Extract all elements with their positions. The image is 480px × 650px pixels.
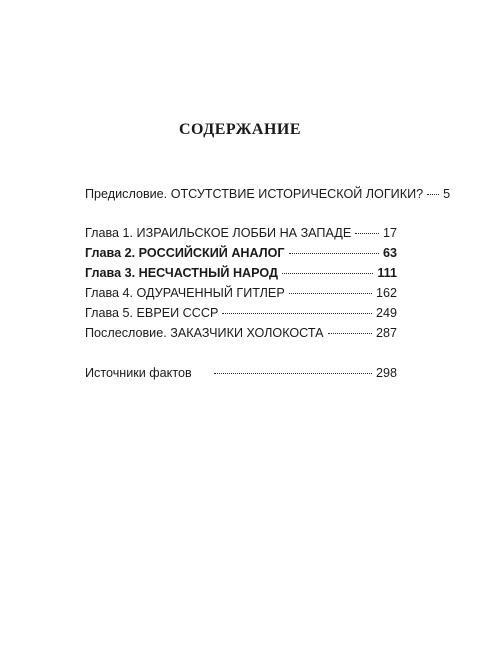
toc-dot-leader [222, 313, 372, 314]
toc-entry-page: 298 [375, 366, 397, 380]
toc-entry-page: 5 [443, 187, 451, 201]
toc-entry-prefix: Глава 4. [85, 286, 137, 300]
toc-entry-prefix: Послесловие. [85, 326, 171, 340]
toc-entry-heading: РОССИЙСКИЙ АНАЛОГ [138, 246, 285, 260]
toc-dot-leader [282, 273, 373, 274]
toc-entry-prefix: Предисловие. [85, 187, 171, 201]
toc-entry-chapter-5 [85, 305, 397, 321]
toc-entry-heading: ОТСУТСТВИЕ ИСТОРИЧЕСКОЙ ЛОГИКИ? [170, 187, 424, 201]
toc-dot-leader [214, 373, 372, 374]
toc-entry-chapter-1 [85, 225, 397, 241]
toc-entry-preface [85, 186, 451, 202]
toc-entry-afterword [85, 325, 397, 341]
toc-entry-page: 17 [382, 226, 397, 240]
toc-entry-heading: ЗАКАЗЧИКИ ХОЛОКОСТА [170, 326, 324, 340]
toc-entry-prefix: Источники фактов [85, 366, 192, 380]
toc-entry-prefix: Глава 3. [85, 266, 139, 280]
toc-entry-page: 162 [375, 286, 397, 300]
toc-dot-leader [328, 333, 372, 334]
toc-dot-leader [289, 253, 379, 254]
toc-entry-page: 63 [382, 246, 397, 260]
toc-entry-heading: ЕВРЕИ СССР [136, 306, 219, 320]
toc-entry-page: 249 [375, 306, 397, 320]
toc-entry-chapter-2 [85, 245, 397, 261]
toc-entry-heading: ОДУРАЧЕННЫЙ ГИТЛЕР [136, 286, 285, 300]
toc-entry-heading: ИЗРАИЛЬСКОЕ ЛОББИ НА ЗАПАДЕ [136, 226, 352, 240]
toc-entry-sources [85, 365, 397, 381]
toc-dot-leader [355, 233, 379, 234]
toc-dot-leader [427, 194, 439, 195]
toc-entry-chapter-3 [85, 265, 397, 281]
toc-entry-heading: НЕСЧАСТНЫЙ НАРОД [138, 266, 278, 280]
toc-title: СОДЕРЖАНИЕ [178, 121, 302, 138]
toc-entry-prefix: Глава 1. [85, 226, 137, 240]
toc-entry-prefix: Глава 2. [85, 246, 139, 260]
toc-entry-prefix: Глава 5. [85, 306, 137, 320]
toc-entry-chapter-4 [85, 285, 397, 301]
toc-entry-page: 287 [375, 326, 397, 340]
toc-dot-leader [289, 293, 372, 294]
toc-entry-page: 111 [377, 266, 397, 280]
